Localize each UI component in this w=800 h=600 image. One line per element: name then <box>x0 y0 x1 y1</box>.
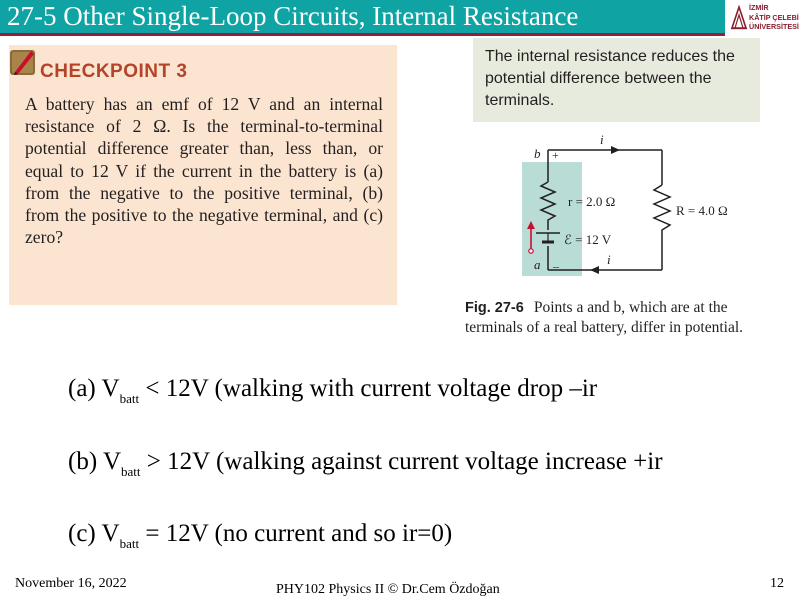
point-a-label: a <box>534 257 541 272</box>
title-bar <box>0 0 725 36</box>
minus-sign: – <box>553 259 559 273</box>
emf-arrow-tail <box>529 249 533 253</box>
current-arrow-bottom <box>590 266 599 274</box>
checkpoint-box <box>9 45 397 305</box>
figure-caption <box>465 298 765 338</box>
emf-label: ℰ = 12 V <box>564 232 612 247</box>
answer-prefix: (a) V <box>68 375 120 402</box>
logo-line: ÜNİVERSİTESİ <box>749 22 799 31</box>
callout-text: The internal resistance reduces the potential difference between the terminals. <box>485 48 735 109</box>
answer-b <box>68 448 663 480</box>
footer-date: November 16, 2022 <box>15 576 127 591</box>
answer-subscript: batt <box>121 464 141 479</box>
external-resistance-label: R = 4.0 Ω <box>676 203 728 218</box>
logo-line: KÂTİP ÇELEBİ <box>749 12 799 22</box>
answer-prefix: (c) V <box>68 520 120 547</box>
answer-subscript: batt <box>119 391 140 406</box>
footer-course: PHY102 Physics II © Dr.Cem Özdoğan <box>276 582 500 597</box>
university-emblem-icon <box>729 4 749 30</box>
current-arrow-top <box>611 146 620 154</box>
page-number: 12 <box>770 576 784 591</box>
current-label-top: i <box>600 132 604 147</box>
answer-a <box>68 375 597 407</box>
current-label-bottom: i <box>607 252 611 267</box>
callout-box <box>473 38 760 122</box>
university-logo-text <box>749 3 799 32</box>
pencil-icon <box>9 47 37 77</box>
checkpoint-question: A battery has an emf of 12 V and an internal resistance of 2 Ω. Is the terminal-to-terminal potential difference greater than, less than, or equal to 12 V if the current in the battery is (a) from the negative to the positive terminal, (b) from the positive to the negative terminal, and (c) zero? <box>25 94 383 248</box>
answer-c <box>68 520 452 552</box>
checkpoint-heading: CHECKPOINT 3 <box>40 61 188 82</box>
answer-text: < 12V (walking with current voltage drop –ir <box>145 375 598 402</box>
slide-title: 27-5 Other Single-Loop Circuits, Internal Resistance <box>7 1 579 31</box>
external-resistor <box>654 185 670 235</box>
answer-text: = 12V (no current and so ir=0) <box>145 520 453 547</box>
point-b-label: b <box>534 146 541 161</box>
logo-line: İZMİR <box>749 3 769 12</box>
circuit-diagram <box>500 130 785 285</box>
battery-region <box>522 162 582 276</box>
answer-prefix: (b) V <box>68 448 122 475</box>
answer-text: > 12V (walking against current voltage increase +ir <box>146 448 663 475</box>
university-logo <box>727 0 800 36</box>
figure-caption-text: Points a and b, which are at the terminals of a real battery, differ in potential. <box>465 299 744 336</box>
answer-subscript: batt <box>119 536 140 551</box>
internal-resistance-label: r = 2.0 Ω <box>568 194 616 209</box>
figure-label: Fig. 27-6 <box>465 300 524 316</box>
plus-sign: + <box>552 148 559 162</box>
